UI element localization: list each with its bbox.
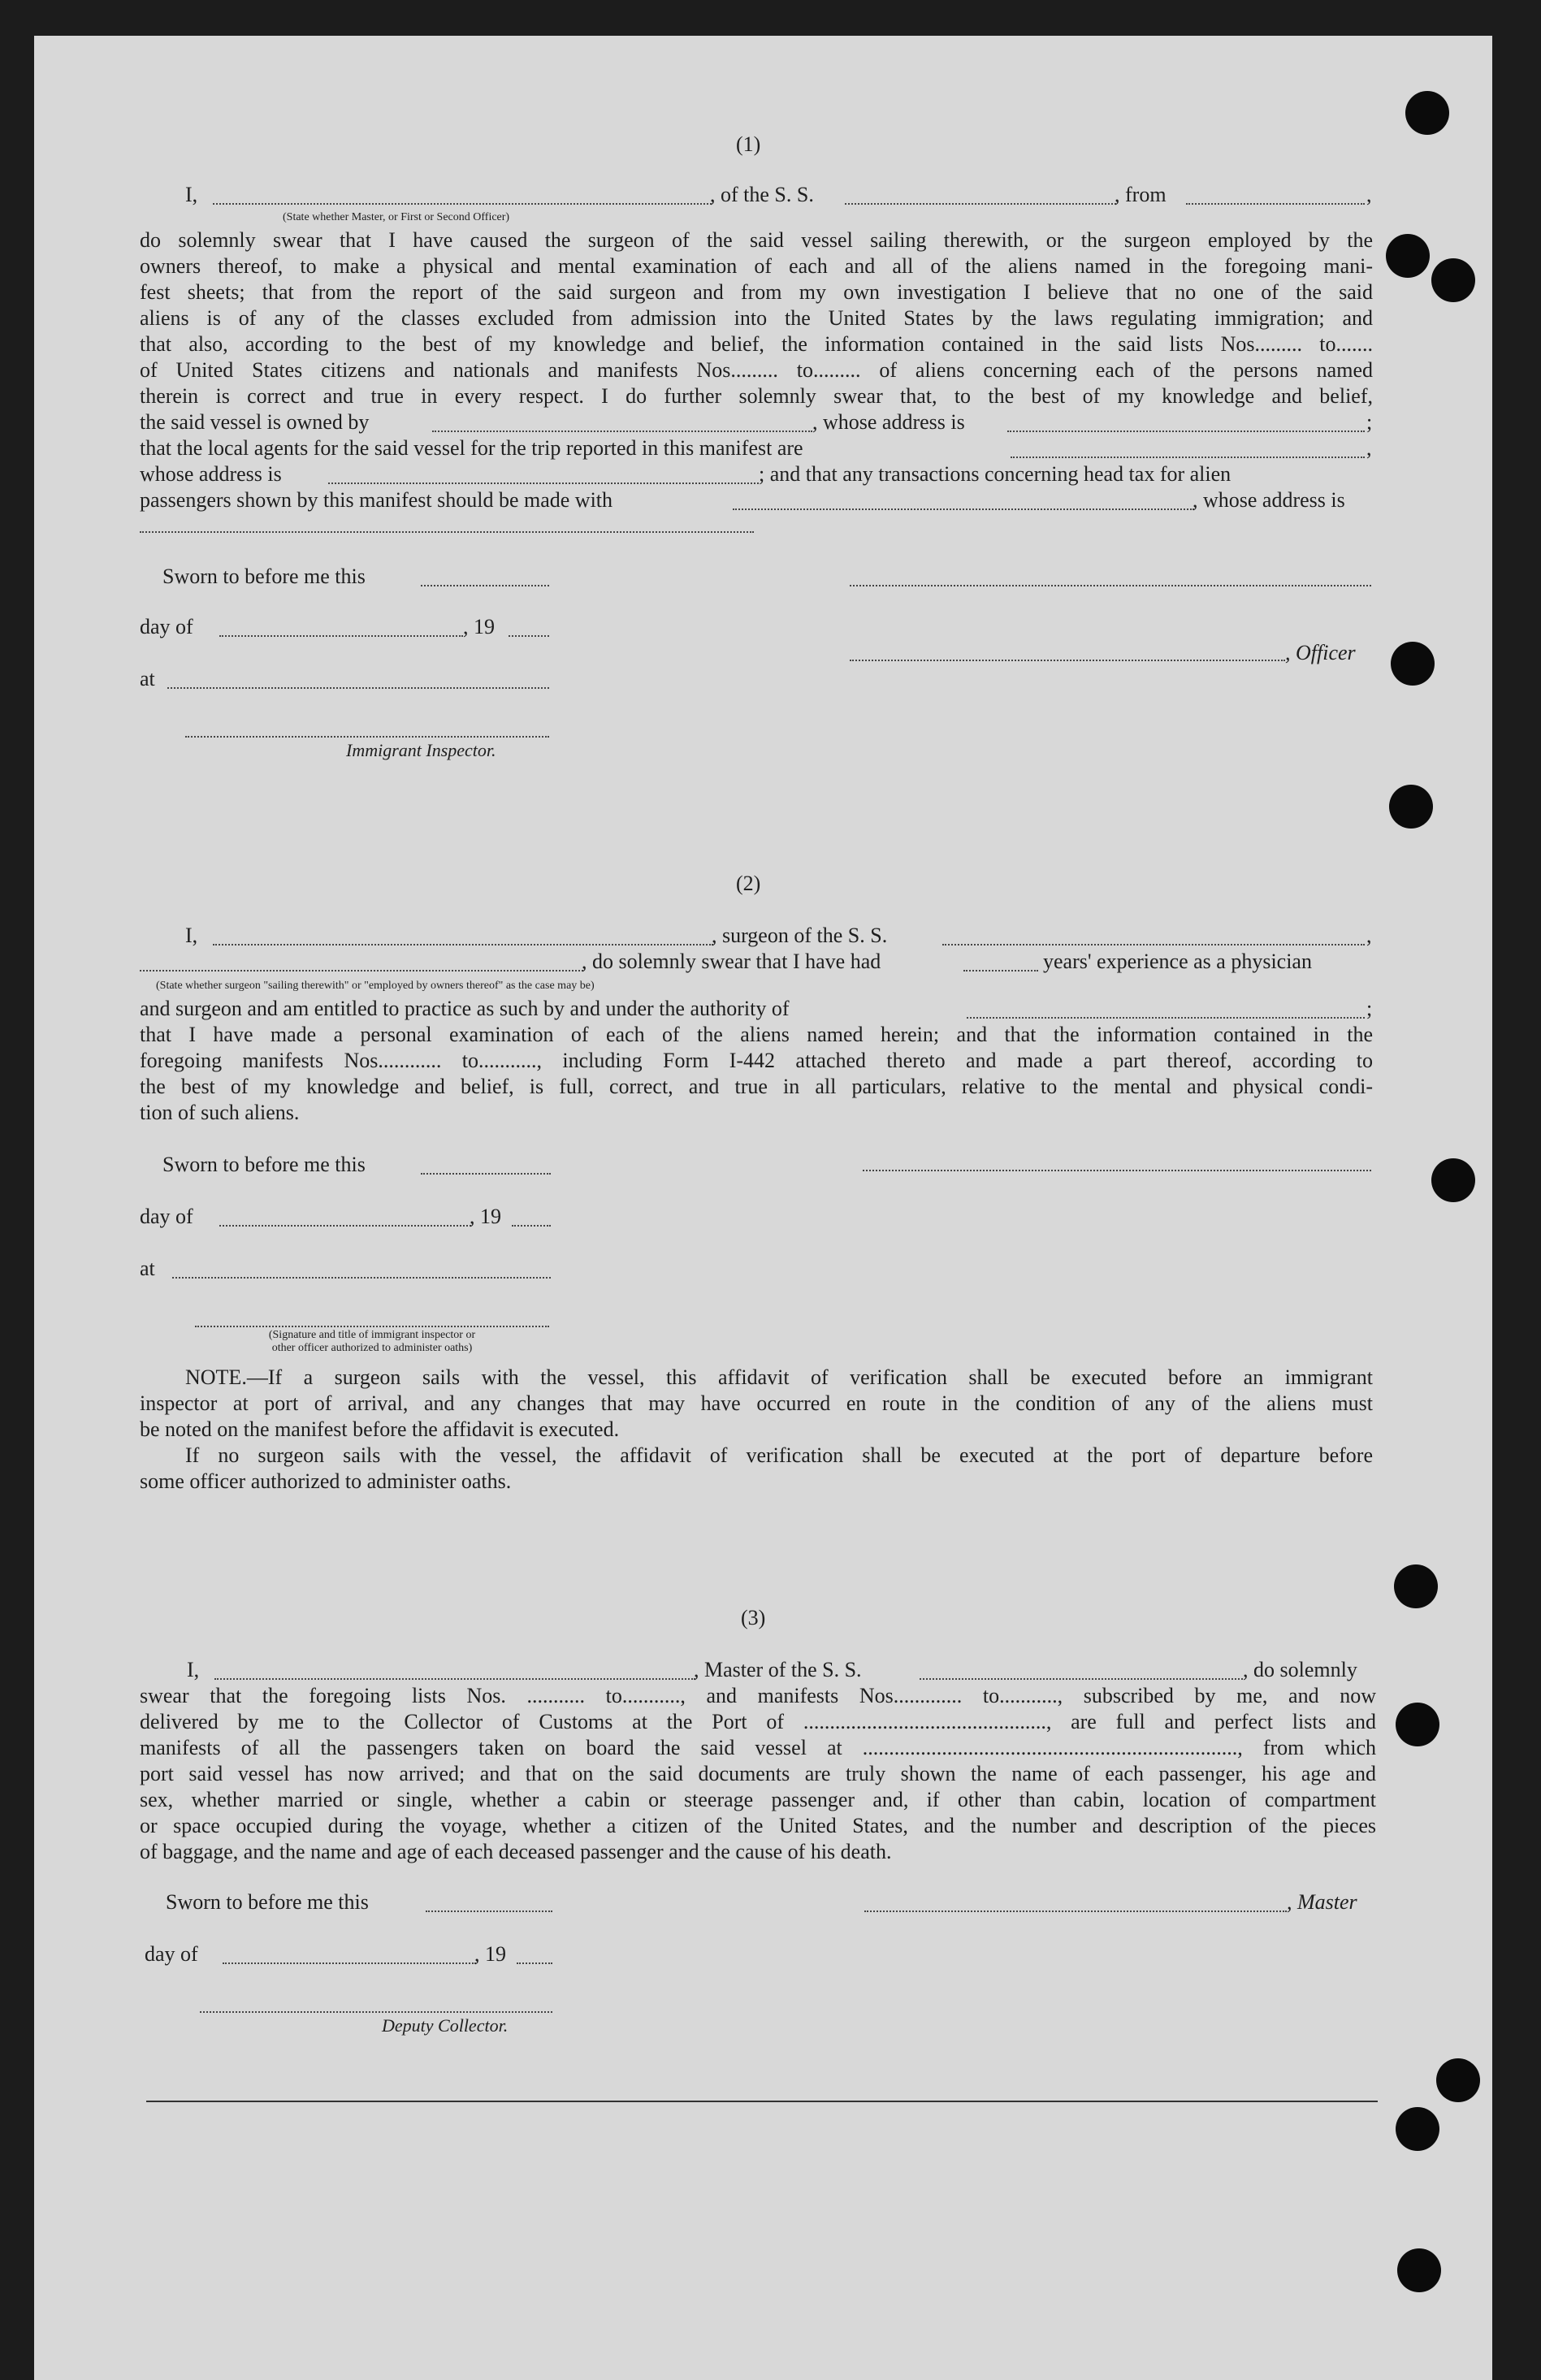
surgeon-paragraph [140, 1022, 1373, 1100]
paragraph-line: manifests of all the passengers taken on board the said vessel at ......................................................................., from which [140, 1736, 1376, 1759]
day-of-label: day of [140, 615, 193, 638]
paragraph-line: some officer authorized to administer oaths. [140, 1469, 512, 1493]
blank-line [426, 1910, 552, 1912]
section-2-heading: (2) [736, 872, 761, 895]
section-1-heading: (1) [736, 132, 761, 156]
punch-hole [1405, 91, 1449, 135]
paragraph-line: port said vessel has now arrived; and that on the said documents are truly shown the name of each passenger, his age and [140, 1762, 1376, 1785]
paragraph-line: swear that the foregoing lists Nos. ........... to..........., and manifests Nos............. to..........., subscribed by me, and now [140, 1684, 1376, 1707]
paragraph-line: fest sheets; that from the report of the said surgeon and from my own investigation I believe that no one of the said [140, 280, 1373, 304]
paragraph-line: If no surgeon sails with the vessel, the affidavit of verification shall be executed at the port of departure before [185, 1443, 1373, 1467]
swear-label: , do solemnly swear that I have had [582, 950, 881, 973]
years-label: years' experience as a physician [1043, 950, 1312, 973]
signature-line [850, 585, 1371, 586]
paragraph-line: inspector at port of arrival, and any changes that may have occurred en route in the condition of any of the aliens must [140, 1391, 1373, 1415]
paragraph-line: of United States citizens and nationals and manifests Nos......... to......... of aliens concerning each of the persons named [140, 358, 1373, 382]
oath-paragraph [140, 227, 1373, 409]
blank-line [421, 585, 549, 586]
oath-i: I, [187, 1658, 200, 1681]
paragraph-line: aliens is of any of the classes excluded from admission into the United States by the laws regulating immigration; and [140, 306, 1373, 330]
day-of-label: day of [145, 1942, 198, 1966]
blank-line [920, 1678, 1243, 1680]
blank-line [1186, 203, 1365, 205]
paragraph-line: of baggage, and the name and age of each deceased passenger and the cause of his death. [140, 1840, 892, 1863]
blank-line [512, 1225, 551, 1227]
paragraph-line: NOTE.—If a surgeon sails with the vessel, this affidavit of verification shall be executed before an immigrant [185, 1365, 1373, 1389]
at-label: at [140, 1257, 155, 1280]
paragraph-line: tion of such aliens. [140, 1101, 300, 1124]
blank-line [328, 482, 759, 484]
punch-hole [1394, 1564, 1438, 1608]
officer-label: , Officer [1285, 641, 1356, 664]
signature-line [864, 1910, 1287, 1912]
blank-line [213, 944, 713, 946]
year-label: , 19 [463, 615, 495, 638]
blank-line [509, 635, 549, 637]
sworn-label: Sworn to before me this [162, 1153, 366, 1176]
caption-signature [195, 1329, 549, 1355]
caption-surgeon: (State whether surgeon "sailing therewith" or "employed by owners thereof" as the case may be) [156, 980, 595, 992]
section-3-heading: (3) [741, 1606, 766, 1629]
blank-line [1011, 457, 1365, 458]
blank-line [219, 635, 463, 637]
at-label: at [140, 667, 155, 690]
year-label: , 19 [470, 1205, 501, 1228]
surgeon-of-label: , surgeon of the S. S. [712, 924, 888, 947]
blank-line [963, 970, 1038, 971]
paragraph-line: that also, according to the best of my knowledge and belief, the information contained in the said lists Nos......... to....... [140, 332, 1373, 356]
solemnly-label: , do solemnly [1243, 1658, 1357, 1681]
passengers-label: passengers shown by this manifest should be made with [140, 488, 613, 512]
caption-line: (Signature and title of immigrant inspector or [268, 1329, 476, 1341]
blank-line [845, 203, 1116, 205]
punch-hole [1431, 258, 1475, 302]
punch-hole [1391, 642, 1435, 686]
semicolon: ; [1366, 410, 1373, 434]
semicolon: ; [1366, 997, 1373, 1020]
owned-by-label: the said vessel is owned by [140, 410, 370, 434]
blank-line [140, 531, 754, 533]
caption-line: other officer authorized to administer oaths) [271, 1342, 473, 1354]
whose-address-end: , whose address is [1193, 488, 1345, 512]
signature-line [863, 1170, 1371, 1171]
caption-master: (State whether Master, or First or Second Officer) [283, 211, 510, 223]
blank-line [214, 1678, 695, 1680]
blank-line [517, 1962, 552, 1964]
blank-line [432, 431, 812, 432]
punch-hole [1389, 785, 1433, 829]
inspector-label: Immigrant Inspector. [346, 740, 496, 760]
paragraph-line: sex, whether married or single, whether a cabin or steerage passenger and, if other than cabin, location of compartment [140, 1788, 1376, 1811]
punch-hole [1436, 2058, 1480, 2102]
note2-paragraph [185, 1443, 1373, 1469]
authority-label: and surgeon and am entitled to practice as such by and under the authority of [140, 997, 790, 1020]
signature-line [850, 660, 1285, 661]
blank-line [223, 1962, 476, 1964]
sworn-label: Sworn to before me this [166, 1890, 369, 1914]
blank-line [219, 1225, 471, 1227]
blank-line [172, 1277, 551, 1279]
sworn-label: Sworn to before me this [162, 565, 366, 588]
paragraph-line: do solemnly swear that I have caused the surgeon of the said vessel sailing therewith, or the surgeon employed by the [140, 228, 1373, 252]
blank-line [942, 944, 1365, 946]
signature-line [195, 1326, 549, 1327]
punch-hole [1431, 1158, 1475, 1202]
paragraph-line: delivered by me to the Collector of Customs at the Port of .............................................., are full and perfect lists and [140, 1710, 1376, 1733]
paragraph-line: the best of my knowledge and belief, is full, correct, and true in all particulars, relative to the mental and physical condi- [140, 1075, 1373, 1098]
paragraph-line: be noted on the manifest before the affidavit is executed. [140, 1417, 620, 1441]
from-label: , from [1115, 183, 1167, 206]
note-paragraph [140, 1365, 1373, 1417]
blank-line [421, 1173, 551, 1175]
paragraph-line: foregoing manifests Nos............ to..........., including Form I-442 attached thereto and made a part thereof, according to [140, 1049, 1373, 1072]
paragraph-line: that I have made a personal examination of each of the aliens named herein; and that the information contained in the [140, 1023, 1373, 1046]
paragraph-line: owners thereof, to make a physical and mental examination of each and all of the aliens named in the foregoing mani- [140, 254, 1373, 278]
blank-line [967, 1017, 1365, 1019]
year-label: , 19 [474, 1942, 506, 1966]
agents-label: that the local agents for the said vessel for the trip reported in this manifest are [140, 436, 803, 460]
paragraph-line: therein is correct and true in every respect. I do further solemnly swear that, to the best of my knowledge and belief, [140, 384, 1373, 408]
head-tax-label: ; and that any transactions concerning head tax for alien [759, 462, 1232, 486]
oath-i: I, [185, 924, 198, 947]
deputy-label: Deputy Collector. [382, 2015, 509, 2036]
paragraph-line: or space occupied during the voyage, whether a citizen of the United States, and the number and description of the pieces [140, 1814, 1376, 1837]
oath-i: I, [185, 183, 198, 206]
blank-line [733, 508, 1194, 510]
blank-line [140, 970, 583, 971]
bottom-rule [146, 2101, 1378, 2102]
of-ss-label: , of the S. S. [710, 183, 814, 206]
comma: , [1366, 183, 1372, 206]
punch-hole [1396, 2107, 1439, 2151]
punch-hole [1386, 234, 1430, 278]
master-of-label: , Master of the S. S. [694, 1658, 862, 1681]
comma: , [1366, 436, 1372, 460]
master-label: , Master [1287, 1890, 1357, 1914]
day-of-label: day of [140, 1205, 193, 1228]
agents-address-label: whose address is [140, 462, 282, 486]
whose-address-label: , whose address is [812, 410, 965, 434]
master-paragraph [140, 1683, 1376, 1839]
punch-hole [1397, 2248, 1441, 2292]
blank-line [167, 687, 549, 689]
blank-line [1007, 431, 1365, 432]
comma: , [1366, 924, 1372, 947]
punch-hole [1396, 1703, 1439, 1746]
